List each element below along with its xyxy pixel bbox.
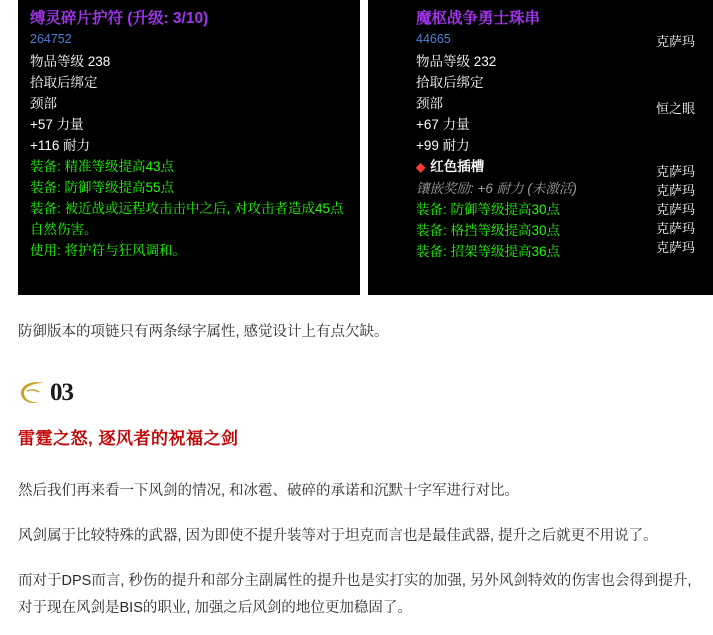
bg-label-5: 克萨玛	[656, 221, 696, 236]
bg-label-6: 克萨玛	[656, 240, 696, 255]
tooltip-right-bind: 拾取后绑定	[416, 75, 484, 90]
tooltip-right-title: 魔枢战争勇士珠串	[416, 10, 541, 27]
tooltip-left-equip-proc: 装备: 被近战或远程攻击击中之后, 对攻击者造成45点自然伤害。	[30, 201, 344, 237]
tooltip-left-slot: 颈部	[30, 96, 57, 111]
tooltip-right-socket-label: 红色插槽	[430, 159, 485, 174]
tooltip-left-title: 缚灵碎片护符 (升级: 3/10)	[30, 10, 209, 27]
tooltip-left-stat-strength: +57 力量	[30, 117, 84, 132]
tooltip-card-left	[18, 0, 360, 295]
red-socket-icon: ◆	[416, 160, 426, 174]
section-number: 03	[50, 379, 73, 406]
tooltip-right-equip-parry: 装备: 招架等级提高36点	[416, 244, 561, 259]
tooltip-right-equip-block: 装备: 格挡等级提高30点	[416, 223, 561, 238]
image-caption: 防御版本的项链只有两条绿字属性, 感觉设计上有点欠缺。	[18, 324, 389, 340]
tooltip-left-equip-hit: 装备: 精准等级提高43点	[30, 159, 175, 174]
paragraph-1: 然后我们再来看一下风剑的情况, 和冰雹、破碎的承诺和沉默十字军进行对比。	[18, 483, 520, 499]
tooltip-left-stat-stamina: +116 耐力	[30, 138, 91, 153]
tooltip-right-slot: 颈部	[416, 96, 443, 111]
bg-label-1: 恒之眼	[656, 101, 696, 116]
paragraph-2: 风剑属于比较特殊的武器, 因为即使不提升装等对于坦克而言也是最佳武器, 提升之后就更不用说了。	[18, 528, 658, 544]
tooltip-right-stat-stamina: +99 耐力	[416, 138, 470, 153]
bg-label-4: 克萨玛	[656, 202, 696, 217]
swirl-ornament-icon	[18, 379, 48, 407]
tooltip-right-item-id: 44665	[416, 32, 451, 46]
tooltip-left-bind: 拾取后绑定	[30, 75, 98, 90]
background-right-column	[653, 0, 713, 295]
tooltip-left-equip-defense: 装备: 防御等级提高55点	[30, 180, 175, 195]
bg-label-3: 克萨玛	[656, 183, 696, 198]
tooltip-right-equip-defense: 装备: 防御等级提高30点	[416, 202, 561, 217]
paragraph-3: 而对于DPS而言, 秒伤的提升和部分主副属性的提升也是实打实的加强, 另外风剑特效的伤害也会得到提升, 对于现在风剑是BIS的职业, 加强之后风剑的地位更加稳固了。	[18, 573, 692, 616]
article-body	[0, 319, 713, 622]
tooltip-left-ilvl: 物品等级 238	[30, 54, 111, 69]
tooltip-right-socket-bonus: 镶嵌奖励: +6 耐力 (未激活)	[416, 181, 577, 196]
tooltip-left-item-id: 264752	[30, 32, 72, 46]
bg-label-0: 克萨玛	[656, 34, 696, 49]
tooltip-left-use-effect: 使用: 将护符与狂风调和。	[30, 243, 187, 258]
tooltip-right-ilvl: 物品等级 232	[416, 54, 497, 69]
tooltip-card-right	[368, 0, 713, 295]
section-number-block	[18, 376, 695, 410]
screenshot-divider	[360, 0, 368, 295]
tooltip-right-stat-strength: +67 力量	[416, 117, 470, 132]
tooltip-screenshot-strip	[0, 0, 713, 297]
bg-label-2: 克萨玛	[656, 164, 696, 179]
section-heading: 雷霆之怒, 逐风者的祝福之剑	[18, 429, 239, 448]
